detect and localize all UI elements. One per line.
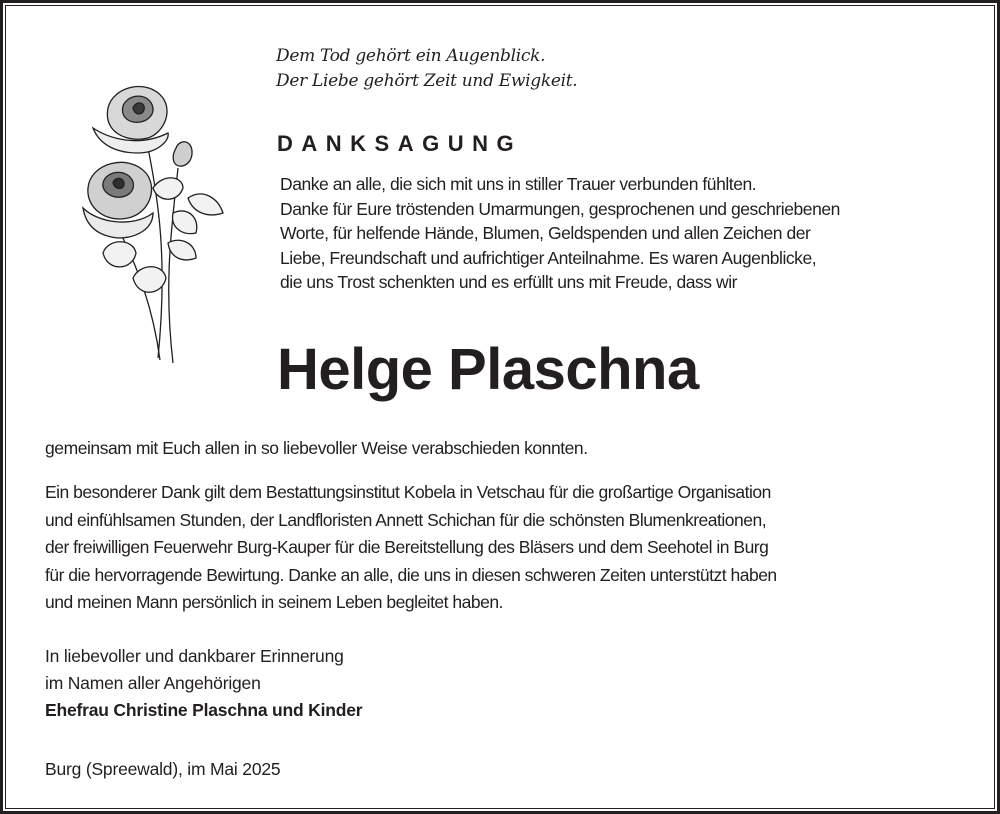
place-date: Burg (Spreewald), im Mai 2025 (45, 759, 281, 779)
intro-line: Danke an alle, die sich mit uns in stiller Trauer verbunden fühlten. (280, 174, 757, 194)
signers: Ehefrau Christine Plaschna und Kinder (45, 700, 363, 720)
thanks-line: und einfühlsamen Stunden, der Landfloristen Annett Schichan für die schönsten Blumenkreationen, (45, 509, 767, 530)
signature-block (45, 643, 362, 724)
thanks-line: der freiwilligen Feuerwehr Burg-Kauper für die Bereitstellung des Bläsers und dem Seehotel in Burg (45, 537, 769, 557)
special-thanks-paragraph (45, 479, 777, 617)
intro-line: Danke für Eure tröstenden Umarmungen, gesprochenen und geschriebenen (280, 198, 840, 219)
continuation-text: gemeinsam mit Euch allen in so liebevoller Weise verabschieden konnten. (45, 438, 588, 458)
top-rose (93, 87, 168, 153)
intro-line: die uns Trost schenkten und es erfüllt uns mit Freude, dass wir (280, 272, 738, 292)
signature-line: im Namen aller Angehörigen (45, 673, 261, 693)
thanks-line: Ein besonderer Dank gilt dem Bestattungsinstitut Kobela in Vetschau für die großartige Organisation (45, 482, 771, 502)
intro-line: Worte, für helfende Hände, Blumen, Geldspenden und allen Zeichen der (280, 223, 811, 243)
thanks-line: für die hervorragende Bewirtung. Danke an alle, die uns in diesen schweren Zeiten unterstützt haben (45, 564, 777, 585)
intro-paragraph (280, 172, 980, 295)
rose-bouquet-icon (78, 78, 228, 368)
motto-quote (276, 44, 577, 94)
intro-line: Liebe, Freundschaft und aufrichtiger Anteilnahme. Es waren Augenblicke, (280, 247, 817, 268)
signature-line: In liebevoller und dankbarer Erinnerung (45, 646, 344, 666)
deceased-name: Helge Plaschna (277, 337, 699, 402)
page-title: DANKSAGUNG (277, 131, 523, 156)
motto-line: Dem Tod gehört ein Augenblick. (276, 46, 546, 66)
thanks-line: und meinen Mann persönlich in seinem Leben begleitet haben. (45, 592, 503, 612)
lower-rose (83, 162, 153, 238)
motto-line: Der Liebe gehört Zeit und Ewigkeit. (276, 71, 578, 91)
